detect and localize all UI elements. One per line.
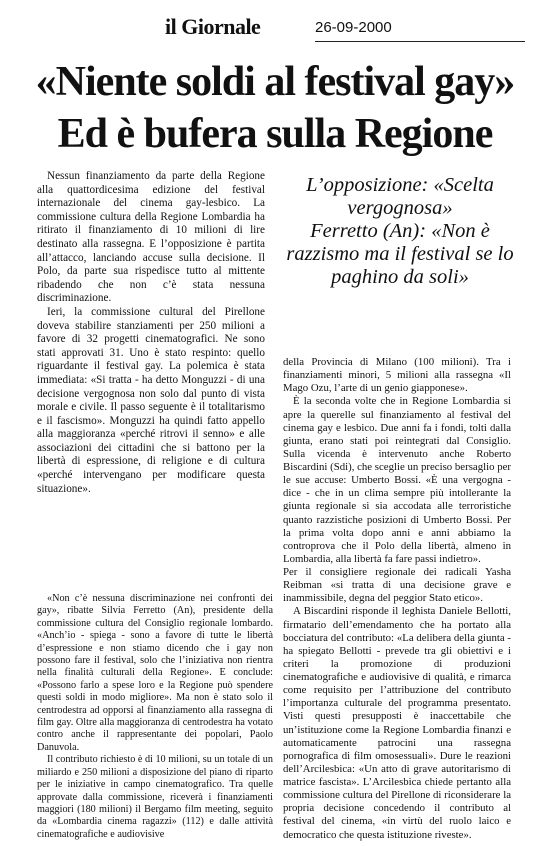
article-column-left-bottom xyxy=(37,593,273,841)
publication-date: 26-09-2000 xyxy=(315,19,392,36)
headline-line-2: Ed è bufera sulla Regione xyxy=(57,111,493,157)
paragraph: A Biscardini risponde il leghista Daniele Bellotti, firmatario dell’emendamento che ha portato alla bocciatura del contributo: «La delibera della giunta - ha spiegato Bellotti - prevede tra gli obiettivi e i criteri la promozione di produzioni cinematografiche e audiovisive di qualità, e rimarca come requisito per l’attribuzione del contributo l’importanza culturale del programma presentato. Visti questi presupposti è inaccettabile che un’istituzione come la Regione Lombardia finanzi e automaticamente patrocini una rassegna pornografica di film omosessuali». Dure le reazioni dell’Arcilesbica: «Un atto di grave autoritarismo di matrice fascista». L’Arcilesbica chiede pertanto alla commissione cultura del Pirellone di riconsiderare la propria decisione concedendo il contributo al festival del cinema, «in virtù del ruolo laico e democratico che questa istituzione riveste». xyxy=(283,605,511,841)
paragraph: «Non c’è nessuna discriminazione nei confronti dei gay», ribatte Silvia Ferretto (An), presidente della commissione cultura del Consiglio regionale lombardo. «Anch’io - spiega - sono a favore di tutte le libertà d’espressione e non stiamo dicendo che i gay non possono fare il festival, solo che l’iniziativa non rientra nella finalità culturali della Regione». E conclude: «Possono farlo a spese loro e la Regione può spendere questi soldi in modo migliore». Ma non è stato solo il centrodestra ad opporsi al finanziamento alla rassegna di film gay. Oltre alla maggioranza di centrodestra ha votato contro anche il rappresentante dei popolari, Paolo Danuvola. xyxy=(37,593,273,753)
headline-line-1: «Niente soldi al festival gay» xyxy=(35,59,515,105)
deck xyxy=(282,174,518,289)
deck-line-1: L’opposizione: «Scelta vergognosa» xyxy=(306,174,494,219)
paragraph: della Provincia di Milano (100 milioni). Tra i finanziamenti minori, 5 milioni alla rassegna «Il Mago Ozu, l’arte di un genio giapponese». xyxy=(283,356,511,395)
paragraph: Ieri, la commissione cultural del Pirellone doveva stabilire stanziamenti per 250 milioni a favore di 32 progetti cinematografici. Ne sono stati approvati 31. Uno è stato respinto: quello riguardante il festival gay. La polemica è stata immediata: «Si tratta - ha detto Monguzzi - di una decisione vergognosa non solo dal punto di vista morale e civile. Il passo seguente è il totalitarismo e il fascismo». Monguzzi ha quindi fatto appello alla maggioranza «perché ritrovi il senno» e alle associazioni dei cittadini che si battono per la libertà di espressione, di religione e di cultura «perché intervengano per modificare questa situazione». xyxy=(37,305,265,495)
paragraph: Il contributo richiesto è di 10 milioni, su un totale di un miliardo e 250 milioni a disposizione del piano di riparto per le iniziative in campo cinematografico. Tra quelle approvate dalla commissione, riceverà i finanziamenti maggiori (180 milioni) il Bergamo film meeting, seguito da «Lombardia cinema ragazzi» (112) e dalle attività cinematografiche e audiovisive xyxy=(37,754,273,840)
article-column-right xyxy=(283,356,511,842)
newspaper-name: il Giornale xyxy=(165,14,261,39)
paragraph: Nessun finanziamento da parte della Regione alla quattordicesima edizione del festival internazionale del cinema gay-lesbico. La commissione cultura della Regione Lombardia ha ritirato il finanziamento di 10 milioni di lire destinato alla rassegna. E l’opposizione è partita all’attacco, lanciando accuse sulla decisione. Il Polo, da parte sua rispedisce tutto al mittente ribadendo che non c’è stata nessuna discriminazione. xyxy=(37,170,265,305)
deck-line-2: Ferretto (An): «Non è razzismo ma il festival se lo paghino da soli» xyxy=(286,220,514,288)
masthead xyxy=(165,14,540,44)
paragraph: Per il consigliere regionale dei radicali Yasha Reibman «si tratta di una decisione grave e inammissibile, degna del peggior Stato etico». xyxy=(283,566,511,605)
masthead-rule xyxy=(315,41,525,42)
paragraph: È la seconda volte che in Regione Lombardia si apre la querelle sul finanziamento al festival del cinema gay e lesbico. Due anni fa i fondi, tolti dalla giunta, erano stati poi reintegrati dal Consiglio. Sulla vicenda è intervenuto anche Roberto Biscardini (Sdi), che sceglie un preciso bersaglio per le sue accuse: Umberto Bossi. «È una vergogna - dice - che in un clima sempre più intollerante la giunta regionale si sia accodata alle terroristiche quanto razzistiche posizioni di Umberto Bossi. Per la prima volta dopo anni e anni abbiamo la controprova che il Polo della libertà, almeno in Lombardia, alla libertà fa fare passi indietro». xyxy=(283,395,511,565)
article-column-left xyxy=(37,170,265,496)
